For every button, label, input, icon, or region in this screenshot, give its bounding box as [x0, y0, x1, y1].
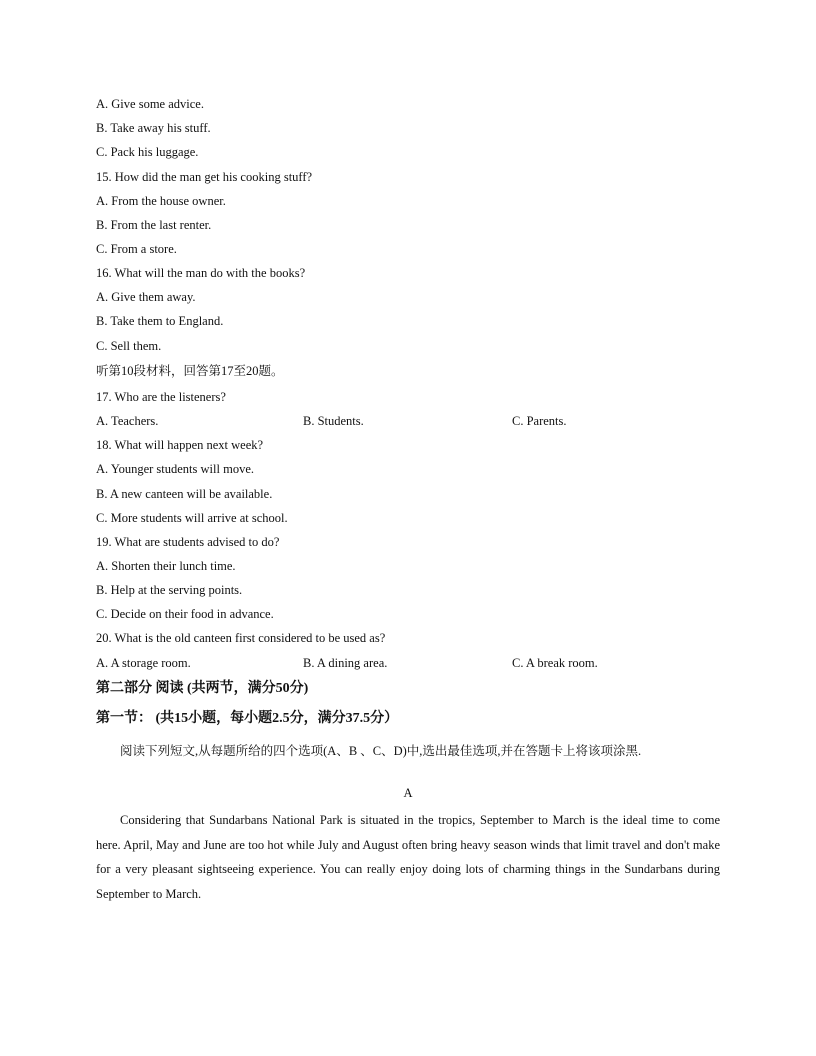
passage-label: A: [403, 786, 413, 800]
q16-question: 16. What will the man do with the books?: [96, 266, 306, 280]
q18-question: 18. What will happen next week?: [96, 438, 264, 452]
passage-a-paragraph: Considering that Sundarbans National Park is situated in the tropics, September to March is the ideal time to come here. April, May and June are too hot while July and August often bring heavy season winds that limit travel and don't make for a very pleasant sightseeing experience. You can really enjoy doing lots of charming things in the Sundarbans during September to March.: [96, 813, 720, 901]
q17-question: 17. Who are the listeners?: [96, 390, 226, 404]
q18-option-c: C. More students will arrive at school.: [96, 511, 288, 525]
q20-option-a: A. A storage room.: [96, 656, 191, 670]
reading-instructions: 阅读下列短文,从每题所给的四个选项(A、B 、C、D)中,选出最佳选项,并在答题卡上将该项涂黑.: [120, 744, 642, 758]
q17-option-a: A. Teachers.: [96, 414, 159, 428]
q19-question: 19. What are students advised to do?: [96, 535, 280, 549]
q19-option-b: B. Help at the serving points.: [96, 583, 243, 597]
q18-option-b: B. A new canteen will be available.: [96, 487, 273, 501]
q15-option-b: B. From the last renter.: [96, 218, 212, 232]
q17-option-b: B. Students.: [303, 414, 364, 428]
q19-option-c: C. Decide on their food in advance.: [96, 607, 274, 621]
q14-option-b: B. Take away his stuff.: [96, 121, 211, 135]
q14-option-c: C. Pack his luggage.: [96, 145, 199, 159]
q15-option-a: A. From the house owner.: [96, 194, 226, 208]
q14-option-a: A. Give some advice.: [96, 97, 204, 111]
q20-question: 20. What is the old canteen first considered to be used as?: [96, 631, 386, 645]
q19-option-a: A. Shorten their lunch time.: [96, 559, 236, 573]
q16-option-b: B. Take them to England.: [96, 314, 224, 328]
material-10-instruction: 听第10段材料，回答第17至20题。: [96, 364, 284, 378]
q18-option-a: A. Younger students will move.: [96, 462, 254, 476]
q16-option-a: A. Give them away.: [96, 290, 196, 304]
section-1-heading: 第一节： (共15小题，每小题2.5分，满分37.5分）: [96, 711, 399, 726]
q17-option-c: C. Parents.: [512, 414, 567, 428]
q15-question: 15. How did the man get his cooking stuff?: [96, 170, 313, 184]
q20-option-b: B. A dining area.: [303, 656, 388, 670]
q20-option-c: C. A break room.: [512, 656, 598, 670]
q16-option-c: C. Sell them.: [96, 339, 162, 353]
section-2-heading: 第二部分 阅读 (共两节，满分50分): [96, 681, 309, 696]
q15-option-c: C. From a store.: [96, 242, 177, 256]
